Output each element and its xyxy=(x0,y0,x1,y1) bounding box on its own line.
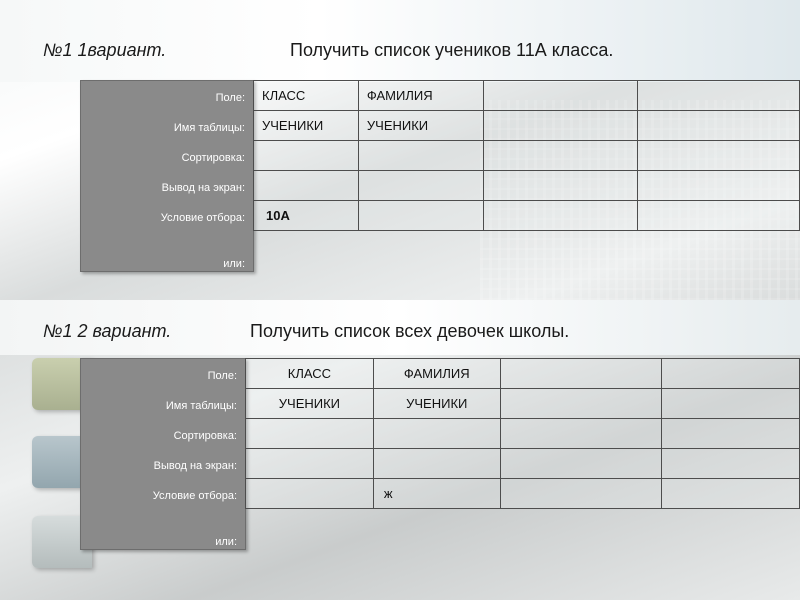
section2-heading xyxy=(43,321,171,342)
cell[interactable]: УЧЕНИКИ xyxy=(246,389,374,419)
cell[interactable]: УЧЕНИКИ xyxy=(373,389,500,419)
cell[interactable] xyxy=(662,449,800,479)
cell[interactable] xyxy=(246,449,374,479)
label-field: Поле: xyxy=(215,92,245,104)
cell[interactable] xyxy=(254,141,359,171)
cell[interactable] xyxy=(638,111,800,141)
section1-grid xyxy=(253,80,800,231)
section1-variant: 1вариант. xyxy=(77,40,167,60)
cell[interactable] xyxy=(662,479,800,509)
section2-grid xyxy=(245,358,800,509)
cell[interactable] xyxy=(500,359,662,389)
cell[interactable] xyxy=(373,419,500,449)
section2-number: №1 xyxy=(43,321,73,341)
cell[interactable] xyxy=(500,449,662,479)
cell[interactable]: КЛАСС xyxy=(246,359,374,389)
cell[interactable] xyxy=(483,111,638,141)
cell[interactable] xyxy=(358,171,483,201)
cell[interactable] xyxy=(483,171,638,201)
cell[interactable] xyxy=(500,389,662,419)
label-display: Вывод на экран: xyxy=(161,182,245,194)
section2-label-panel xyxy=(80,358,246,550)
label-field: Поле: xyxy=(207,370,237,382)
cell[interactable] xyxy=(358,201,483,231)
label-condition: Условие отбора: xyxy=(160,212,245,224)
label-sort: Сортировка: xyxy=(173,430,237,442)
cell[interactable]: ФАМИЛИЯ xyxy=(358,81,483,111)
cell[interactable] xyxy=(638,171,800,201)
cell[interactable] xyxy=(373,449,500,479)
cell[interactable]: ФАМИЛИЯ xyxy=(373,359,500,389)
cell[interactable] xyxy=(246,479,374,509)
cell[interactable] xyxy=(254,171,359,201)
label-table-name: Имя таблицы: xyxy=(165,400,237,412)
cell[interactable] xyxy=(483,141,638,171)
section1-task: Получить список учеников 11А класса. xyxy=(290,40,614,60)
label-or: или: xyxy=(215,536,237,548)
cell[interactable] xyxy=(500,419,662,449)
label-display: Вывод на экран: xyxy=(153,460,237,472)
cell[interactable] xyxy=(662,389,800,419)
section1-number: №1 xyxy=(43,40,73,60)
cell[interactable]: КЛАСС xyxy=(254,81,359,111)
section2-task: Получить список всех девочек школы. xyxy=(250,321,570,341)
label-sort: Сортировка: xyxy=(181,152,245,164)
cell[interactable] xyxy=(638,201,800,231)
section2-variant: 2 вариант. xyxy=(77,321,172,341)
label-table-name: Имя таблицы: xyxy=(173,122,245,134)
condition-value[interactable]: 10А xyxy=(254,201,359,231)
cell[interactable] xyxy=(662,359,800,389)
label-or: или: xyxy=(223,258,245,270)
cell[interactable] xyxy=(500,479,662,509)
cell[interactable] xyxy=(483,201,638,231)
section1-label-panel xyxy=(80,80,254,272)
cell[interactable] xyxy=(638,81,800,111)
cell[interactable] xyxy=(246,419,374,449)
cell[interactable]: УЧЕНИКИ xyxy=(358,111,483,141)
condition-value[interactable]: ж xyxy=(373,479,500,509)
cell[interactable] xyxy=(638,141,800,171)
cell[interactable] xyxy=(358,141,483,171)
cell[interactable]: УЧЕНИКИ xyxy=(254,111,359,141)
cell[interactable] xyxy=(483,81,638,111)
section1-heading xyxy=(43,40,166,61)
label-condition: Условие отбора: xyxy=(152,490,237,502)
cell[interactable] xyxy=(662,419,800,449)
